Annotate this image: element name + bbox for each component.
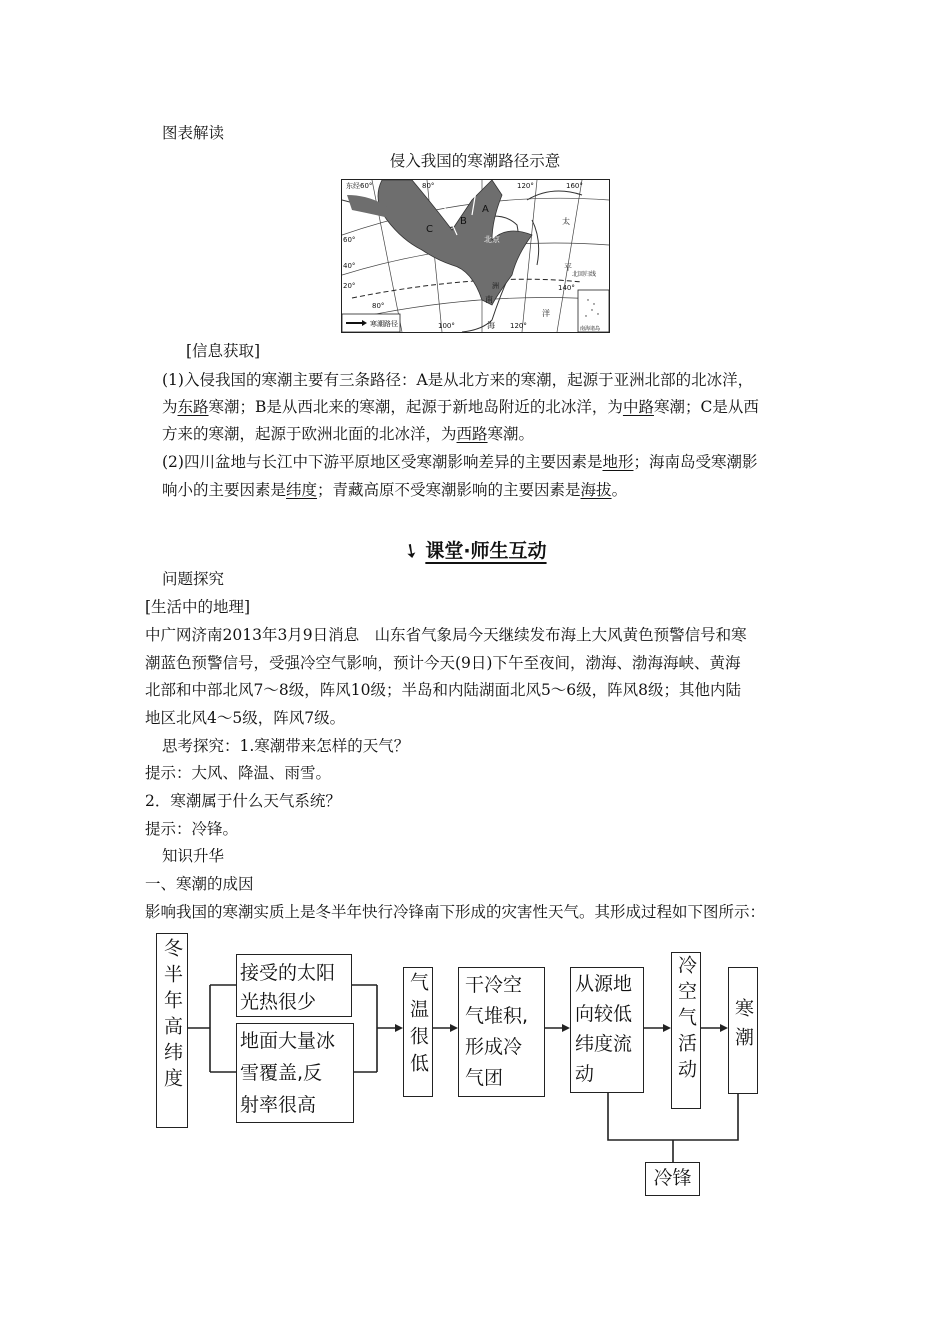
route-label-a: A (482, 204, 489, 215)
answer-terrain: 地形 (602, 453, 634, 471)
arrowhead (450, 1024, 458, 1032)
lon-label: 80° (422, 182, 435, 190)
answer-2: 提示：冷锋。 (145, 820, 239, 838)
map-title: 侵入我国的寒潮路径示意 (389, 152, 561, 170)
south-sea-label: 南海诸岛 (580, 326, 601, 332)
flow-box-ice-snow (236, 1023, 354, 1123)
flow-box-high-latitude (156, 933, 188, 1128)
text-span: 寒潮。 (487, 425, 535, 443)
section-title-label: 课堂·师生互动 (425, 540, 547, 562)
flow-text: 光热很少 (240, 991, 317, 1013)
text-span: 寒潮；B是从西北来的寒潮，起源于新地岛附近的北冰洋，为 (208, 398, 623, 416)
news-line-2: 潮蓝色预警信号，受强冷空气影响，预计今天(9日)下午至夜间，渤海、渤海海峡、黄海 (145, 654, 741, 672)
info-p1-line2 (162, 396, 759, 418)
life-geo-heading: [生活中的地理] (145, 598, 251, 616)
answer-west-route: 西路 (456, 425, 488, 443)
info-p1-line1: (1)入侵我国的寒潮主要有三条路径：A是从北方来的寒潮，起源于亚洲北部的北冰洋， (162, 371, 754, 389)
news-line-4: 地区北风4～5级，阵风7级。 (145, 709, 346, 727)
tropic-label: 北回归线 (572, 271, 597, 278)
cold-wave-area (378, 180, 532, 305)
ocean-label: 洋 (542, 309, 550, 318)
info-p1-line3 (162, 423, 534, 445)
flow-box-cold-front (645, 1162, 700, 1196)
answer-middle-route: 中路 (622, 398, 654, 416)
text-span: 寒潮；C是从西 (653, 398, 759, 416)
flow-text: 气团 (465, 1067, 504, 1089)
flow-text: 冷锋 (653, 1167, 692, 1189)
text-span: ；海南岛受寒潮影 (633, 453, 758, 471)
flow-text: 气堆积, (465, 1005, 529, 1027)
flow-text: 向较低 (575, 1003, 633, 1025)
flow-text: 接受的太阳 (240, 962, 336, 984)
info-p2-line1 (162, 451, 758, 473)
answer-1: 提示：大风、降温、雨雪。 (145, 764, 332, 782)
question-1: 思考探究：1.寒潮带来怎样的天气？ (162, 737, 410, 755)
flow-box-cold-air (671, 952, 701, 1109)
legend-label: 寒潮路径 (370, 320, 398, 328)
route-label-c: C (426, 224, 433, 235)
flow-text: 纬度流 (575, 1033, 633, 1055)
arrowhead (395, 1024, 403, 1032)
map-svg (342, 180, 609, 332)
text-span: 为 (162, 398, 178, 416)
flow-text: 冬半年高纬度 (161, 938, 183, 1094)
flow-text: 地面大量冰 (240, 1030, 336, 1052)
flow-text: 气温很低 (407, 972, 429, 1080)
lon-label: 80° (372, 302, 385, 310)
arrow-icon: ➘ (398, 537, 425, 565)
flow-text: 雪覆盖,反 (240, 1062, 323, 1084)
flow-box-low-temp (403, 967, 433, 1097)
knowledge-heading: 知识升华 (162, 847, 225, 865)
sea-label: 南 (485, 295, 493, 304)
knowledge-subheading: 一、寒潮的成因 (145, 875, 254, 893)
section-title (0, 536, 950, 563)
cold-wave-route-map (341, 179, 610, 333)
info-heading: [信息获取] (186, 342, 261, 360)
lon-label: 140° (558, 284, 575, 292)
flow-text: 干冷空 (465, 974, 523, 996)
text-span: 。 (611, 481, 628, 499)
lat-label: 20° (343, 282, 356, 290)
lat-label: 40° (343, 262, 356, 270)
answer-latitude: 纬度 (286, 481, 318, 499)
longitude-line (522, 180, 537, 332)
chart-reading-heading: 图表解读 (162, 124, 225, 142)
section-title-text (398, 537, 547, 565)
ocean-label: 太 (562, 217, 570, 226)
arrowhead (663, 1024, 671, 1032)
ocean-label: 平 (564, 263, 572, 272)
flow-box-flow-south (570, 967, 644, 1093)
text-span: (2)四川盆地与长江中下游平原地区受寒潮影响差异的主要因素是 (162, 453, 603, 471)
flow-box-cold-wave (728, 967, 758, 1094)
flow-text: 动 (575, 1063, 595, 1085)
lon-label: 160° (566, 182, 583, 190)
lon-label: 东经60° (346, 182, 373, 190)
flow-text: 形成冷 (465, 1036, 523, 1058)
japan-coast (532, 220, 539, 265)
answer-east-route: 东路 (177, 398, 209, 416)
arrowhead (720, 1024, 728, 1032)
flow-text: 从源地 (575, 973, 633, 995)
text-span: ；青藏高原不受寒潮影响的主要因素是 (317, 481, 581, 499)
tropic-line (352, 279, 582, 298)
continent-label: 洲 (492, 282, 499, 290)
flow-box-air-mass (458, 967, 545, 1097)
question-2: 2．寒潮属于什么天气系统？ (145, 792, 341, 810)
inquiry-heading: 问题探究 (162, 570, 225, 588)
news-line-3: 北部和中部北风7～8级，阵风10级；半岛和内陆湖面北风5～6级，阵风8级；其他内陆 (145, 681, 742, 699)
knowledge-intro: 影响我国的寒潮实质上是冬半年快行冷锋南下形成的灾害性天气。其形成过程如下图所示： (145, 903, 766, 921)
sea-label: 海 (487, 321, 495, 330)
lat-label: 60° (343, 236, 356, 244)
flow-box-little-sunlight (236, 954, 352, 1017)
flow-text: 射率很高 (240, 1094, 317, 1116)
answer-altitude: 海拔 (580, 481, 612, 499)
flow-text: 冷空气活动 (675, 955, 697, 1085)
lon-label: 100° (438, 322, 455, 330)
beijing-label: 北京 (484, 235, 500, 244)
text-span: 响小的主要因素是 (162, 481, 287, 499)
lon-label: 120° (510, 322, 527, 330)
info-p2-line2 (162, 479, 627, 501)
flow-text: 寒潮 (732, 998, 754, 1056)
text-span: 方来的寒潮，起源于欧洲北面的北冰洋，为 (162, 425, 457, 443)
route-label-b: B (460, 216, 467, 227)
news-line-1: 中广网济南2013年3月9日消息 山东省气象局今天继续发布海上大风黄色预警信号和寒 (145, 626, 747, 644)
lon-label: 120° (517, 182, 534, 190)
arrowhead (562, 1024, 570, 1032)
